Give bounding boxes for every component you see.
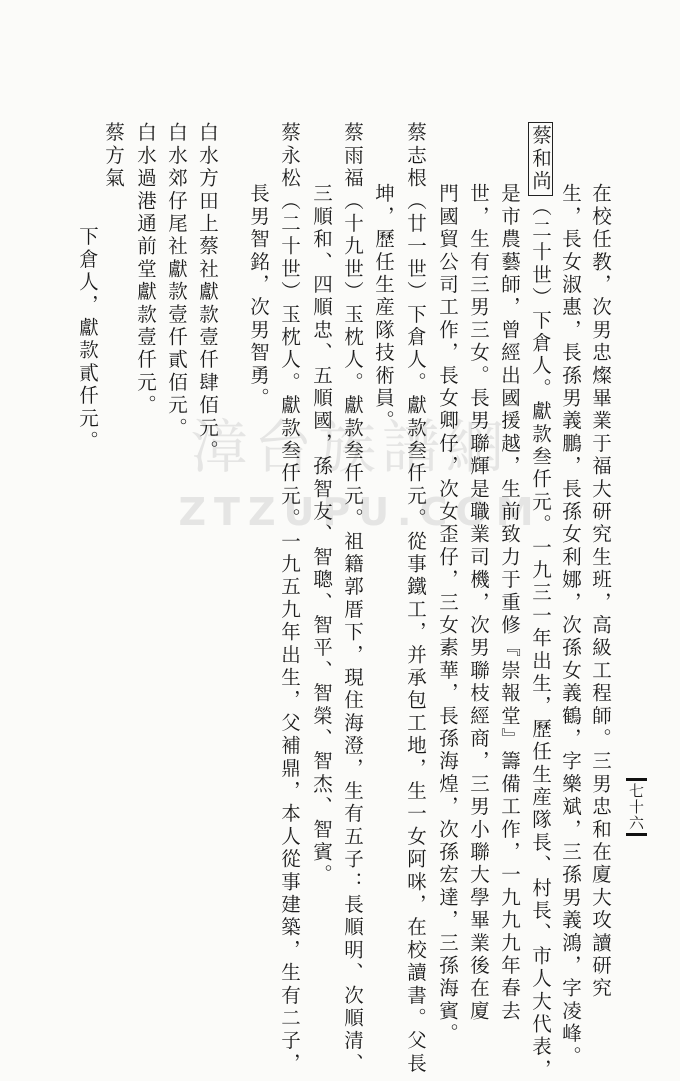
person-name: 蔡志根	[404, 122, 427, 191]
page-number: 七十六	[626, 778, 647, 836]
entry-column	[101, 122, 125, 190]
text-column: 白水方田上蔡社獻款壹仟肆佰元。	[196, 122, 219, 463]
text-column: 在校任教，次男忠燦畢業于福大研究生班，高級工程師。三男忠和在廈大攻讀研究	[589, 183, 612, 1001]
text-column: 生，長女淑惠，長孫男義鵬，長孫女利娜，次孫女義鶴，字樂斌，三孫男義鴻，字凌峰。	[559, 183, 582, 1069]
watermark-text: 漳台族譜網	[189, 413, 510, 481]
text-column: 世，生有三男三女。長男聯輝是職業司機，次男聯枝經商，三男小聯大學畢業後在廈	[467, 183, 490, 1023]
name-box: 蔡和尚	[528, 122, 553, 196]
text-column: 三順和、四順忠、五順國，孫智友、智聰、智平、智榮、智杰、智賓。	[310, 183, 333, 887]
person-name: 蔡方氣	[102, 122, 125, 191]
text-column: 長男智銘，次男智勇。	[247, 183, 270, 410]
entry-column: 蔡志根（廿一世）下倉人。獻款叁仟元。從事鐵工，并承包工地，生一女阿咪，在校讀書。父長	[404, 122, 427, 1076]
entry-column: 蔡和尚（二十世）下倉人。獻款叁仟元。一九三一年出生，歷任生産隊長、村長、市人大代表，	[528, 122, 552, 1081]
text-column: 白水過港通前堂獻款壹仟元。	[134, 122, 157, 418]
text-column: 門國貿公司工作，長女卿仔，次女歪仔，三女素華，長孫海煌，次孫宏達，三孫海賓。	[436, 183, 459, 1046]
text-column: 是市農藝師，曾經出國援越，生前致力于重修『崇報堂』籌備工作，一九九九年春去	[498, 183, 521, 1023]
text-column: 坤，歷任生産隊技術員。	[372, 183, 395, 433]
text-column: 下倉人，獻款貳仟元。	[76, 226, 99, 453]
entry-column: 蔡雨福（十九世）玉枕人。獻款叁仟元。祖籍郭厝下，現住海澄，生有五子：長順明、次順清、	[341, 122, 364, 1076]
watermark-url: ZTZUPU.COM	[178, 490, 542, 534]
person-name: 蔡永松	[278, 122, 301, 191]
person-name: 蔡雨福	[341, 122, 364, 191]
text-column: 白水郊仔尾社獻款壹仟貳佰元。	[165, 122, 188, 440]
entry-column: 蔡永松（二十世）玉枕人。獻款叁仟元。一九五九年出生，父補鼎，本人從事建築，生有二子，	[278, 122, 301, 1076]
